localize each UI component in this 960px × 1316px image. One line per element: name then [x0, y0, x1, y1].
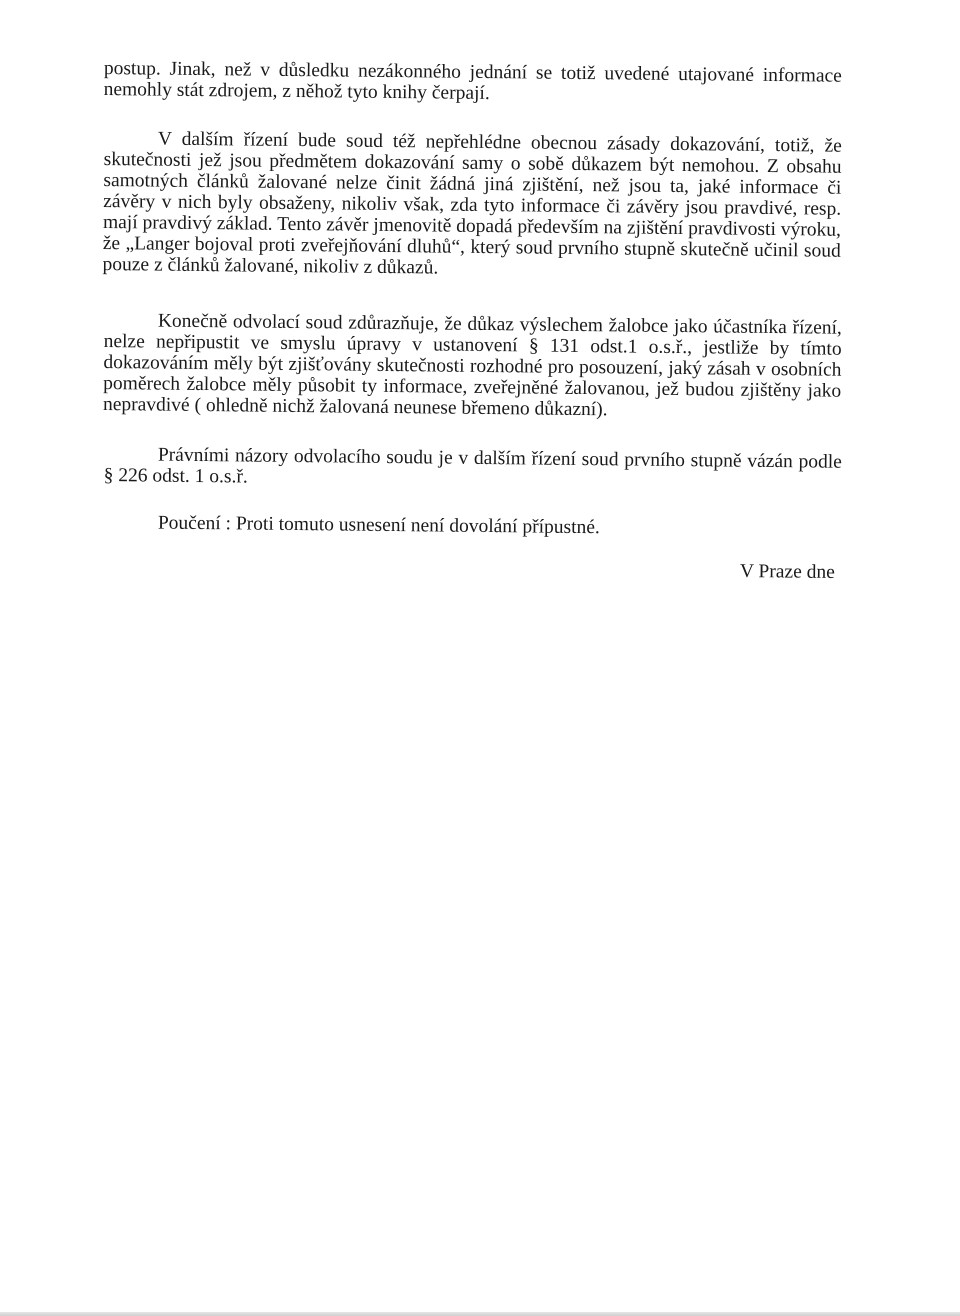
paragraph-3: Konečně odvolací soud zdůrazňuje, že důkaz výslechem žalobce jako účastníka řízení, nelze nepřipustit ve smyslu úpravy v ustanovení § 131 odst.1 o.s.ř., jestliže by tímto dokazováním měly být zjišťovány skutečnosti rozhodné pro posouzení, jaký zásah v osobních poměrech žalobce měly působit ty informace, zveřejněné žalovanou, jež budou zjištěny jako nepravdivé ( ohledně nichž žalovaná neunese břemeno důkazní). — [102, 310, 842, 421]
paragraph-4-block — [104, 444, 842, 494]
paragraph-4: Právními názory odvolacího soudu je v dalším řízení soud prvního stupně vázán podle § 226 odst. 1 o.s.ř. — [103, 444, 842, 488]
paragraph-2: V dalším řízení bude soud též nepřehlédne obecnou zásady dokazování, totiž, že skutečnosti jež jsou předmětem dokazování samy o sobě důkazem být nemohou. Z obsahu samotných článků žalované nelze činit žádná jiná zjištění, než jsou ta, jaké informace či závěry v nich byly obsaženy, nikoliv však, zda tyto informace či závěry jsou pravdivé, resp. mají pravdivý základ. Tento závěr jmenovitě dopadá především na zjištění pravdivosti výroku, že „Langer bojoval proti zveřejňování dluhů“, který soud prvního stupně skutečně učinil soud pouze z článků žalované, nikoliv z důkazů. — [102, 128, 842, 279]
paragraph-2-block — [102, 128, 841, 283]
scan-bottom-edge — [0, 1312, 960, 1316]
paragraph-3-block — [103, 310, 842, 423]
paragraph-5-block — [104, 512, 842, 541]
paragraph-1-block — [104, 58, 842, 108]
closing-place-date: V Praze dne — [739, 561, 835, 583]
paragraph-5: Poučení : Proti tomuto usnesení není dovolání přípustné. — [157, 512, 600, 539]
paragraph-1: postup. Jinak, než v důsledku nezákonného jednání se totiž uvedené utajované informace nemohly stát zdrojem, z něhož tyto knihy čerpají. — [103, 58, 842, 105]
